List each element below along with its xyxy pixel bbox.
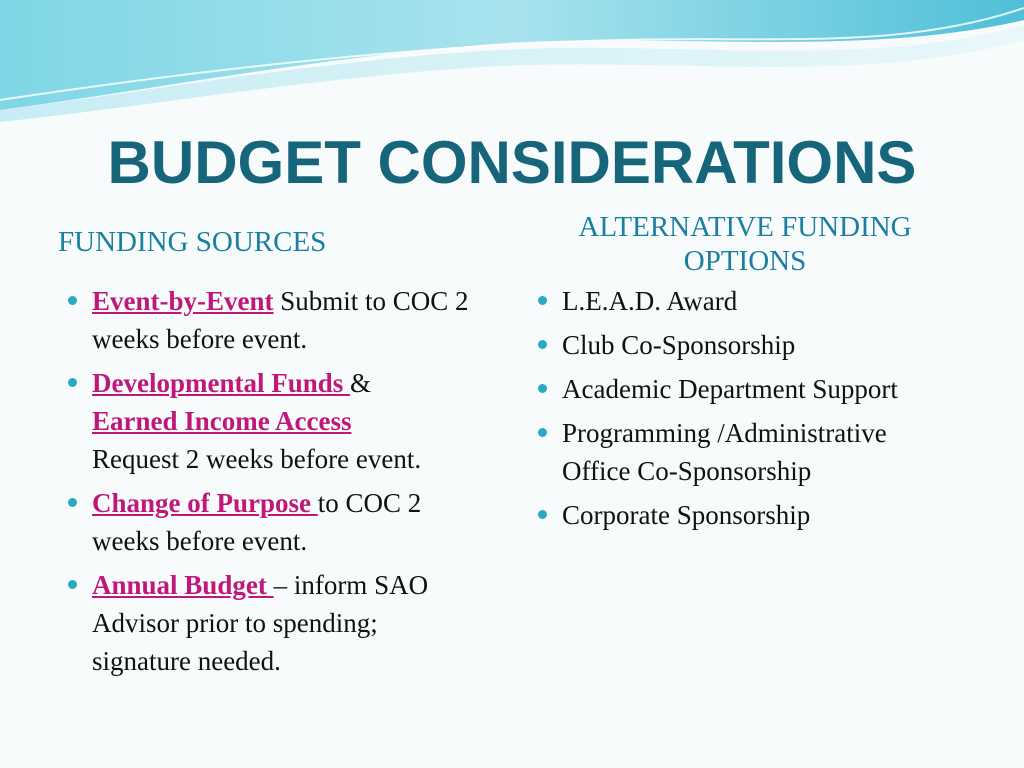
bullet-icon [538,510,547,519]
bullet-icon [538,384,547,393]
list-item [62,484,482,560]
item-text: Programming /Administrative Office Co-Sponsorship [562,418,887,486]
developmental-funds-link[interactable]: Developmental Funds [92,368,351,398]
list-item [62,566,482,680]
bullet-icon [538,428,547,437]
list-item [532,370,952,408]
alternative-funding-heading: ALTERNATIVE FUNDING OPTIONS [578,211,912,277]
bullet-icon [538,296,547,305]
item-text: – inform SAO Advisor prior to spending; signature needed. [92,570,429,676]
item-text: L.E.A.D. Award [562,286,738,316]
list-item [62,364,482,478]
funding-sources-heading: FUNDING SOURCES [58,226,327,258]
item-text: Submit to COC 2 weeks before event. [92,286,469,354]
bullet-icon [68,498,77,507]
earned-income-access-link[interactable]: Earned Income Access [92,406,352,436]
item-text: Academic Department Support [562,374,898,404]
list-item [62,282,482,358]
item-text: to COC 2 weeks before event. [92,488,422,556]
list-item [532,414,952,490]
annual-budget-link[interactable]: Annual Budget [92,570,274,600]
bullet-icon [68,296,77,305]
list-item [532,326,952,364]
change-of-purpose-link[interactable]: Change of Purpose [92,488,318,518]
bullet-icon [68,378,77,387]
list-item [532,496,952,534]
wave-decoration [0,0,1024,130]
list-item [532,282,952,320]
slide-title: BUDGET CONSIDERATIONS [107,129,917,196]
item-text: Club Co-Sponsorship [562,330,796,360]
item-text: Corporate Sponsorship [562,500,811,530]
alternative-funding-list [532,282,952,540]
event-by-event-link[interactable]: Event-by-Event [92,286,274,316]
item-text: Request 2 weeks before event. [92,444,422,474]
item-text: & [350,368,372,398]
bullet-icon [538,340,547,349]
funding-sources-list [62,282,482,686]
bullet-icon [68,580,77,589]
